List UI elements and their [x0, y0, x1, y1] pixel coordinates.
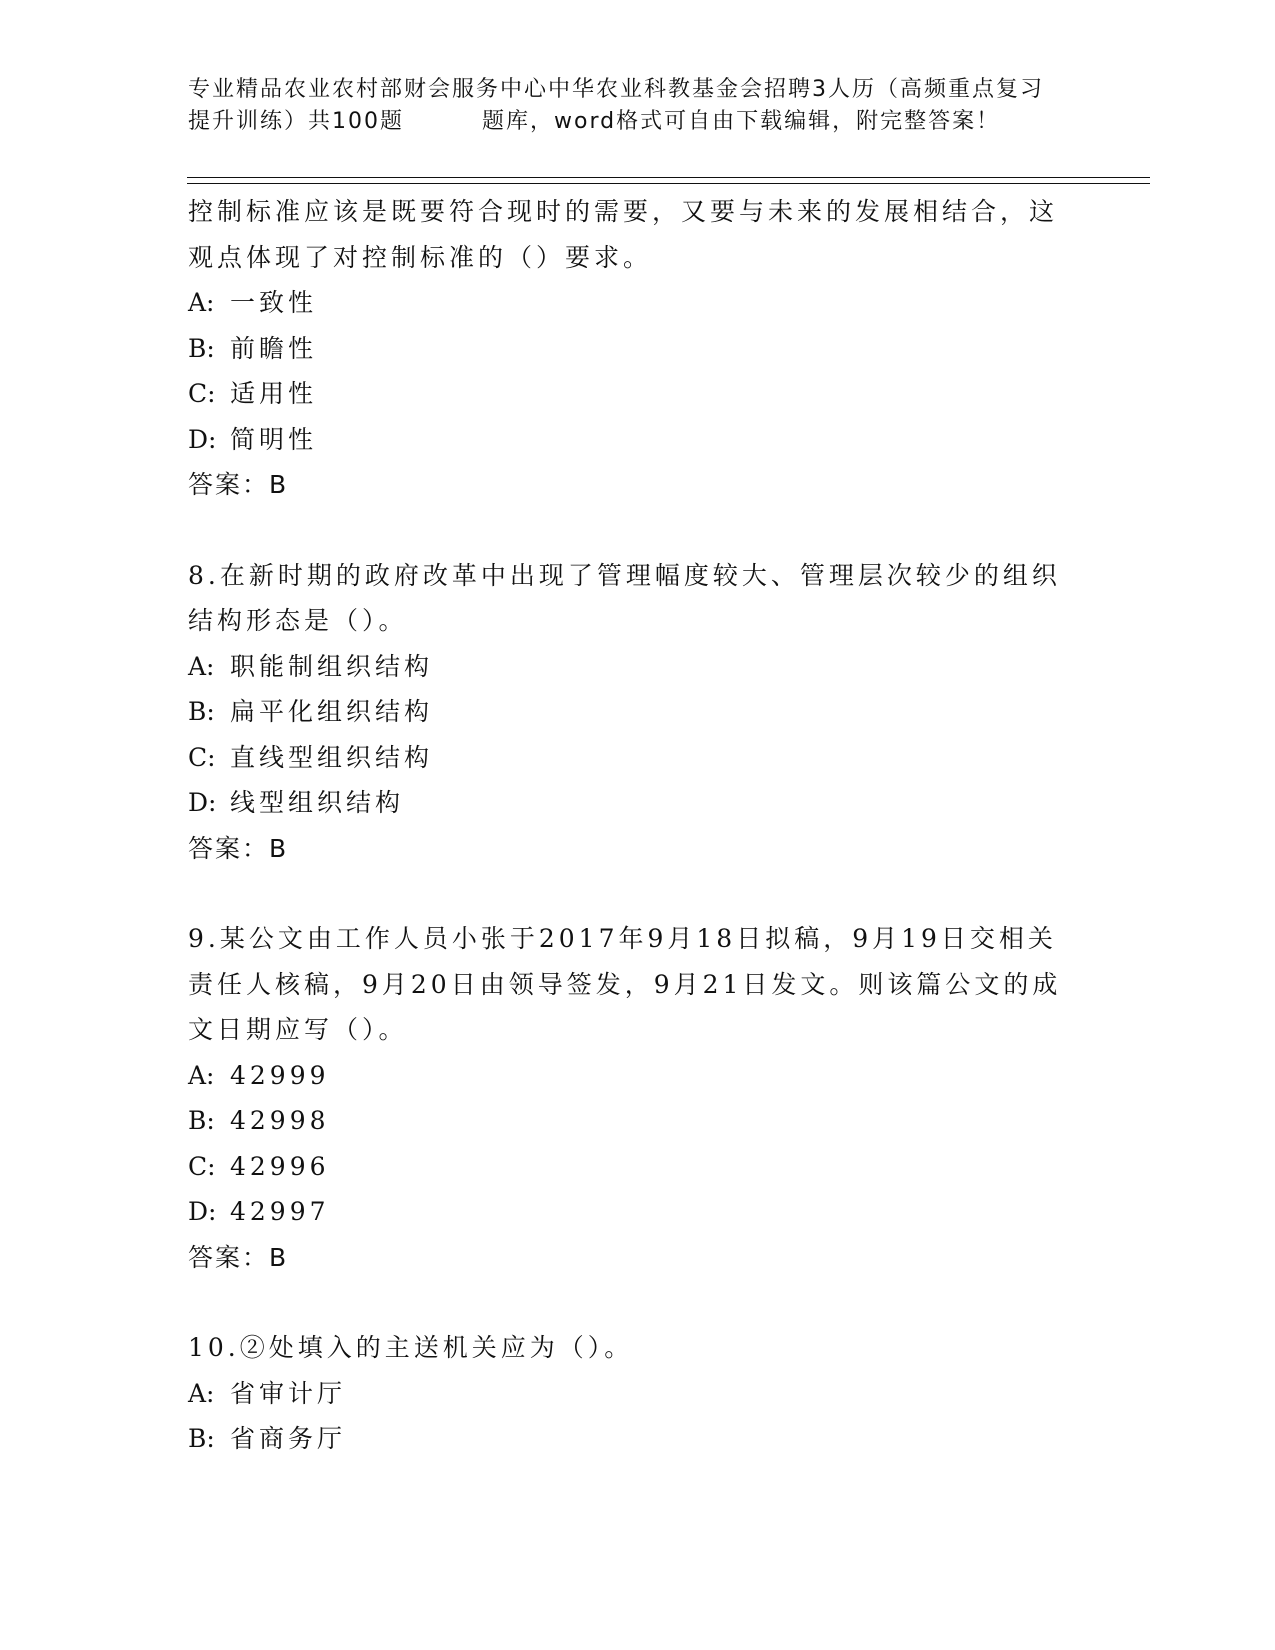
option-text: 线型组织结构: [230, 788, 405, 817]
option-b: [188, 689, 1088, 735]
option-b: [188, 1098, 1088, 1144]
option-d: [188, 1189, 1088, 1235]
option-text: 前瞻性: [230, 333, 318, 363]
question-text-line: 结构形态是（）。: [188, 606, 408, 635]
option-letter: C:: [188, 742, 216, 772]
option-b: [188, 1416, 1088, 1462]
option-letter: C:: [188, 379, 216, 408]
option-text: 适用性: [230, 379, 318, 408]
answer-line: 答案：B: [188, 1242, 289, 1272]
option-a: [188, 1371, 1088, 1417]
header-title-line-1: 专业精品农业农村部财会服务中心中华农业科教基金会招聘3人历（高频重点复习: [188, 77, 1044, 102]
option-c: [188, 1144, 1088, 1190]
option-c: [188, 371, 1088, 417]
answer-line: 答案：B: [188, 833, 289, 863]
question-list: [188, 189, 1088, 1507]
option-letter: B:: [188, 1424, 215, 1453]
question-text-line: 9.某公文由工作人员小张于2017年9月18日拟稿，9月19日交相关: [188, 924, 1057, 953]
answer-line: 答案：B: [188, 470, 289, 499]
question-block: [188, 553, 1088, 872]
header-title-line-2: [188, 106, 1088, 138]
option-a: [188, 280, 1088, 326]
option-text: 省审计厅: [230, 1378, 347, 1408]
option-letter: C:: [188, 1151, 216, 1181]
option-letter: A:: [188, 651, 215, 681]
option-d: [188, 780, 1088, 826]
option-text: 42996: [230, 1151, 330, 1181]
option-text: 42998: [230, 1106, 330, 1135]
option-text: 42997: [230, 1197, 330, 1226]
option-letter: B:: [188, 333, 215, 363]
question-block: [188, 916, 1088, 1280]
question-text-line: 文日期应写（）。: [188, 1015, 408, 1044]
option-d: [188, 417, 1088, 463]
option-letter: A:: [188, 288, 215, 317]
option-letter: D:: [188, 788, 217, 817]
question-text-line: 8.在新时期的政府改革中出现了管理幅度较大、管理层次较少的组织: [188, 560, 1061, 590]
option-text: 简明性: [230, 424, 318, 454]
question-block: [188, 189, 1088, 508]
option-a: [188, 1053, 1088, 1099]
option-a: [188, 644, 1088, 690]
header-download-note: 题库，word格式可自由下载编辑，附完整答案！: [482, 109, 1001, 134]
header-divider-bottom: [187, 183, 1150, 184]
option-text: 直线型组织结构: [230, 742, 434, 772]
option-letter: B:: [188, 1106, 215, 1135]
option-text: 42999: [230, 1060, 330, 1090]
header-divider-top: [187, 177, 1150, 178]
option-letter: A:: [188, 1060, 215, 1090]
option-b: [188, 326, 1088, 372]
option-letter: D:: [188, 1197, 217, 1226]
question-text-line: 责任人核稿，9月20日由领导签发，9月21日发文。则该篇公文的成: [188, 969, 1062, 999]
question-text-line: 控制标准应该是既要符合现时的需要，又要与未来的发展相结合，这: [188, 197, 1059, 226]
option-letter: A:: [188, 1378, 215, 1408]
option-letter: D:: [188, 424, 217, 454]
option-text: 职能制组织结构: [230, 651, 434, 681]
option-c: [188, 735, 1088, 781]
document-header: [188, 74, 1088, 138]
option-text: 省商务厅: [230, 1424, 347, 1453]
question-block: [188, 1325, 1088, 1462]
option-letter: B:: [188, 697, 215, 726]
question-text-line: 观点体现了对控制标准的（）要求。: [188, 242, 653, 272]
header-question-count: 提升训练）共100题: [188, 109, 404, 134]
option-text: 一致性: [230, 288, 318, 317]
option-text: 扁平化组织结构: [230, 697, 434, 726]
question-text-line: 10.②处填入的主送机关应为（）。: [188, 1333, 634, 1362]
